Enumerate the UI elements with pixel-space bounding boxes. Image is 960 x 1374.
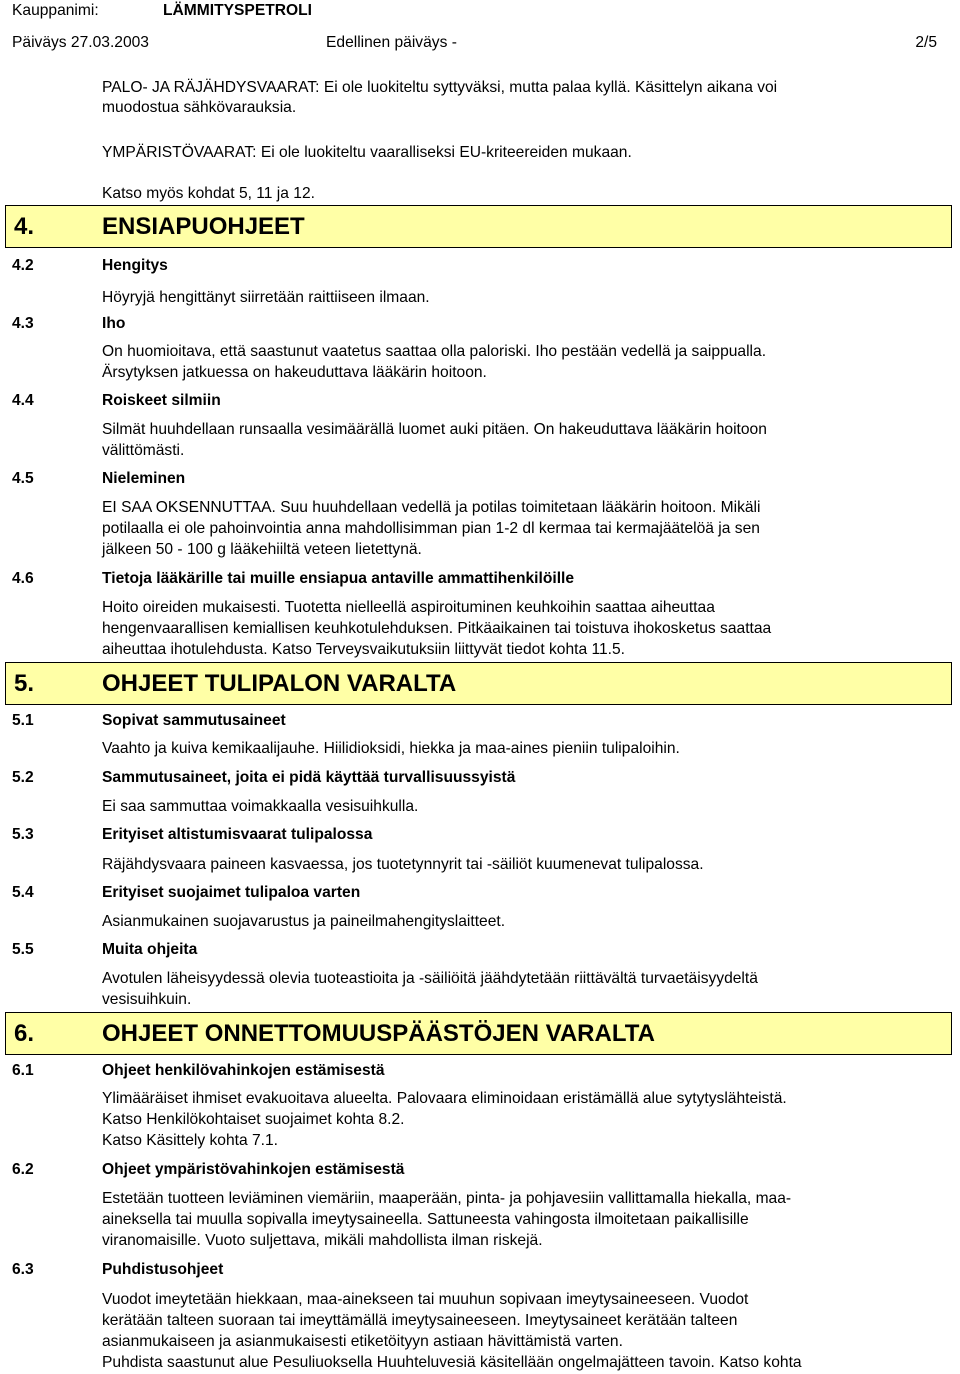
section-4-number: 4.	[14, 213, 35, 240]
subsection-5-3-title: Erityiset altistumisvaarat tulipalossa	[102, 826, 373, 843]
subsection-5-2-text: Ei saa sammuttaa voimakkaalla vesisuihkulla.	[102, 798, 419, 815]
section-4-banner	[5, 205, 952, 248]
subsection-5-5-text: vesisuihkuin.	[102, 991, 192, 1008]
fire-hazard-line-1: PALO- JA RÄJÄHDYSVAARAT: Ei ole luokiteltu syttyväksi, mutta palaa kyllä. Käsittelyn aikana voi	[102, 79, 778, 96]
subsection-4-6-number: 4.6	[12, 570, 34, 587]
subsection-6-3-text: asianmukaiseen ja asianmukaisesti etiketöityyn astiaan hävittämistä varten.	[102, 1333, 623, 1350]
subsection-4-2-number: 4.2	[12, 257, 34, 274]
subsection-6-3-text: Vuodot imeytetään hiekkaan, maa-ainekseen tai muuhun sopivaan imeytysaineeseen. Vuodot	[102, 1291, 749, 1308]
previous-date: Edellinen päiväys -	[326, 34, 457, 51]
subsection-5-2-title: Sammutusaineet, joita ei pidä käyttää turvallisuussyistä	[102, 769, 516, 786]
subsection-4-6-title: Tietoja lääkärille tai muille ensiapua antaville ammattihenkilöille	[102, 570, 575, 587]
subsection-4-3-text: On huomioitava, että saastunut vaatetus saattaa olla paloriski. Iho pestään vedellä ja saippualla.	[102, 343, 767, 360]
subsection-5-5-title: Muita ohjeita	[102, 941, 198, 958]
subsection-6-2-text: viranomaisille. Vuoto suljettava, mikäli mahdollista ilman riskejä.	[102, 1232, 543, 1249]
subsection-6-1-title: Ohjeet henkilövahinkojen estämisestä	[102, 1062, 385, 1079]
subsection-5-5-text: Avotulen läheisyydessä olevia tuoteastioita ja -säiliöitä jäähdytetään riittävältä turvaetäisyydeltä	[102, 970, 758, 987]
section-6-banner	[5, 1012, 952, 1055]
subsection-5-4-title: Erityiset suojaimet tulipaloa varten	[102, 884, 361, 901]
section-5-title: OHJEET TULIPALON VARALTA	[102, 670, 457, 697]
fire-hazard-line-2: muodostua sähkövarauksia.	[102, 99, 297, 116]
subsection-6-1-text: Katso Henkilökohtaiset suojaimet kohta 8.2.	[102, 1111, 405, 1128]
subsection-4-4-text: välittömästi.	[102, 442, 185, 459]
see-also-note: Katso myös kohdat 5, 11 ja 12.	[102, 185, 315, 202]
subsection-5-1-number: 5.1	[12, 712, 34, 729]
subsection-4-5-text: EI SAA OKSENNUTTAA. Suu huuhdellaan vedellä ja potilas toimitetaan lääkärin hoitoon. Mikäli	[102, 499, 761, 516]
subsection-4-5-number: 4.5	[12, 470, 34, 487]
subsection-6-2-number: 6.2	[12, 1161, 34, 1178]
subsection-5-5-number: 5.5	[12, 941, 34, 958]
trade-name-label: Kauppanimi:	[12, 2, 99, 19]
subsection-4-3-title: Iho	[102, 315, 126, 332]
subsection-4-3-text: Ärsytyksen jatkuessa on hakeuduttava lääkärin hoitoon.	[102, 364, 487, 381]
subsection-5-4-number: 5.4	[12, 884, 34, 901]
subsection-4-2-title: Hengitys	[102, 257, 168, 274]
subsection-4-6-text: Hoito oireiden mukaisesti. Tuotetta nielleellä aspiroituminen keuhkoihin saattaa aiheuttaa	[102, 599, 715, 616]
subsection-6-3-number: 6.3	[12, 1261, 34, 1278]
trade-name: LÄMMITYSPETROLI	[163, 2, 313, 19]
subsection-4-6-text: hengenvaarallisen kemiallisen keuhkotulehduksen. Pitkäaikainen tai toistuva ihokosketus saattaa	[102, 620, 772, 637]
document-date: Päiväys 27.03.2003	[12, 34, 149, 51]
subsection-6-1-text: Katso Käsittely kohta 7.1.	[102, 1132, 278, 1149]
subsection-4-4-text: Silmät huuhdellaan runsaalla vesimäärällä luomet auki pitäen. On hakeuduttava lääkärin hoitoon	[102, 421, 767, 438]
subsection-4-5-title: Nieleminen	[102, 470, 186, 487]
subsection-6-1-number: 6.1	[12, 1062, 34, 1079]
subsection-6-2-title: Ohjeet ympäristövahinkojen estämisestä	[102, 1161, 405, 1178]
page-number: 2/5	[915, 34, 937, 51]
subsection-4-4-title: Roiskeet silmiin	[102, 392, 221, 409]
subsection-6-3-title: Puhdistusohjeet	[102, 1261, 224, 1278]
subsection-5-3-number: 5.3	[12, 826, 34, 843]
subsection-5-2-number: 5.2	[12, 769, 34, 786]
section-6-title: OHJEET ONNETTOMUUSPÄÄSTÖJEN VARALTA	[102, 1020, 655, 1047]
subsection-5-3-text: Räjähdysvaara paineen kasvaessa, jos tuotetynnyrit tai -säiliöt kuumenevat tulipalossa.	[102, 856, 704, 873]
subsection-6-3-text: kerätään talteen suoraan tai imeyttämällä imeytysaineeseen. Imeytysaineet kerätään talteen	[102, 1312, 738, 1329]
subsection-4-6-text: aiheuttaa ihotulehdusta. Katso Terveysvaikutuksiin liittyvät tiedot kohta 11.5.	[102, 641, 625, 658]
subsection-4-5-text: jälkeen 50 - 100 g lääkehiiltä veteen lietettynä.	[102, 541, 422, 558]
subsection-4-2-text: Höyryjä hengittänyt siirretään raittiiseen ilmaan.	[102, 289, 430, 306]
subsection-6-3-text: Puhdista saastunut alue Pesuliuoksella Huuhteluvesiä käsitellään ongelmajätteen tavoin. Katso kohta	[102, 1354, 802, 1371]
section-5-banner	[5, 662, 952, 705]
subsection-4-4-number: 4.4	[12, 392, 34, 409]
subsection-6-2-text: Estetään tuotteen leviäminen viemäriin, maaperään, pinta- ja pohjavesiin vallittamalla hiekalla, maa-	[102, 1190, 792, 1207]
subsection-5-1-text: Vaahto ja kuiva kemikaalijauhe. Hiilidioksidi, hiekka ja maa-aines pieniin tulipaloihin.	[102, 740, 680, 757]
section-6-number: 6.	[14, 1020, 35, 1047]
subsection-4-3-number: 4.3	[12, 315, 34, 332]
subsection-6-1-text: Ylimääräiset ihmiset evakuoitava alueelta. Palovaara eliminoidaan eristämällä alue sytytyslähteistä.	[102, 1090, 787, 1107]
subsection-4-5-text: potilaalla ei ole pahoinvointia anna mahdollisimman pian 1-2 dl kermaa tai kermajäätelöä ja sen	[102, 520, 760, 537]
environment-hazard: YMPÄRISTÖVAARAT: Ei ole luokiteltu vaaralliseksi EU-kriteereiden mukaan.	[102, 144, 632, 161]
subsection-6-2-text: aineksella tai muulla sopivalla imeytysaineella. Sattuneesta vahingosta ilmoitetaan paikallisille	[102, 1211, 749, 1228]
section-4-title: ENSIAPUOHJEET	[102, 213, 305, 240]
subsection-5-1-title: Sopivat sammutusaineet	[102, 712, 286, 729]
subsection-5-4-text: Asianmukainen suojavarustus ja paineilmahengityslaitteet.	[102, 913, 506, 930]
section-5-number: 5.	[14, 670, 35, 697]
